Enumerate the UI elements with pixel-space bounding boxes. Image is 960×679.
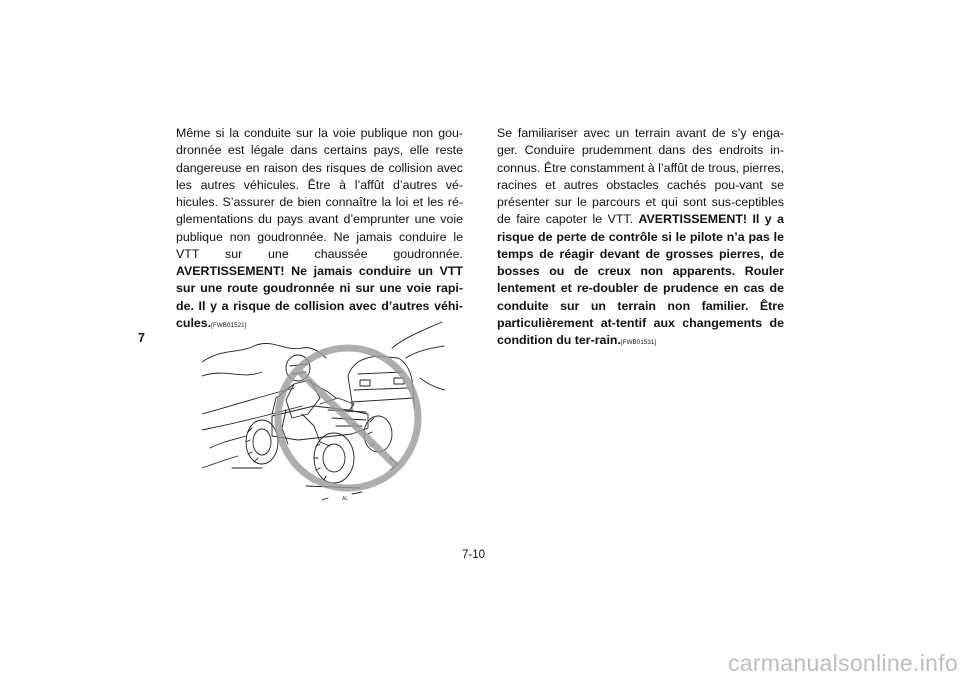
chapter-tab — [138, 329, 158, 347]
atv-on-road-prohibited-illustration — [202, 318, 445, 514]
chapter-number: 7 — [138, 331, 145, 345]
page-number: 7-10 — [462, 549, 486, 561]
right-warning: AVERTISSEMENT! Il y a risque de perte de contrôle si le pilote n’a pas le temps de réagir devant de grosses pierres, de bosses ou de creux non apparents. Rouler lentement et re-doubler de prudence en cas de conduite sur un terrain non familier. Être particulièrement at-tentif aux changements de condition du ter-rain. — [497, 212, 784, 347]
left-paragraph: Même si la conduite sur la voie publique non gou-dronnée est légale dans certains pays, elle reste dangereuse en raison des risques de collision avec les autres véhicules. Être à l’affût d’autres vé-hicules. S’assurer de bien connaître la loi et les ré-glementations du pays avant d’emprunter une voie publique non goudronnée. Ne jamais conduire le VTT sur une chaussée goudronnée. — [176, 126, 463, 261]
svg-text:AL: AL — [342, 496, 349, 502]
right-column — [497, 125, 784, 351]
left-warning: AVERTISSEMENT! Ne jamais conduire un VTT sur une route goudronnée ni sur une voie rapi-de. Il y a risque de collision avec d’autres véhi-cules. — [176, 264, 463, 330]
right-paragraph: Se familiariser avec un terrain avant de s’y enga-ger. Conduire prudemment dans des endroits in-connus. Être constamment à l’affût de trous, pierres, racines et autres obstacles cachés pou-vant se présenter sur le parcours et qui sont sus-ceptibles de faire capoter le VTT. — [497, 126, 784, 227]
left-warning-code: [FWB01521] — [211, 321, 247, 329]
right-warning-code: [FWB01531] — [620, 339, 657, 346]
left-column — [176, 125, 463, 334]
watermark: carmanualsonline.info — [727, 650, 958, 676]
